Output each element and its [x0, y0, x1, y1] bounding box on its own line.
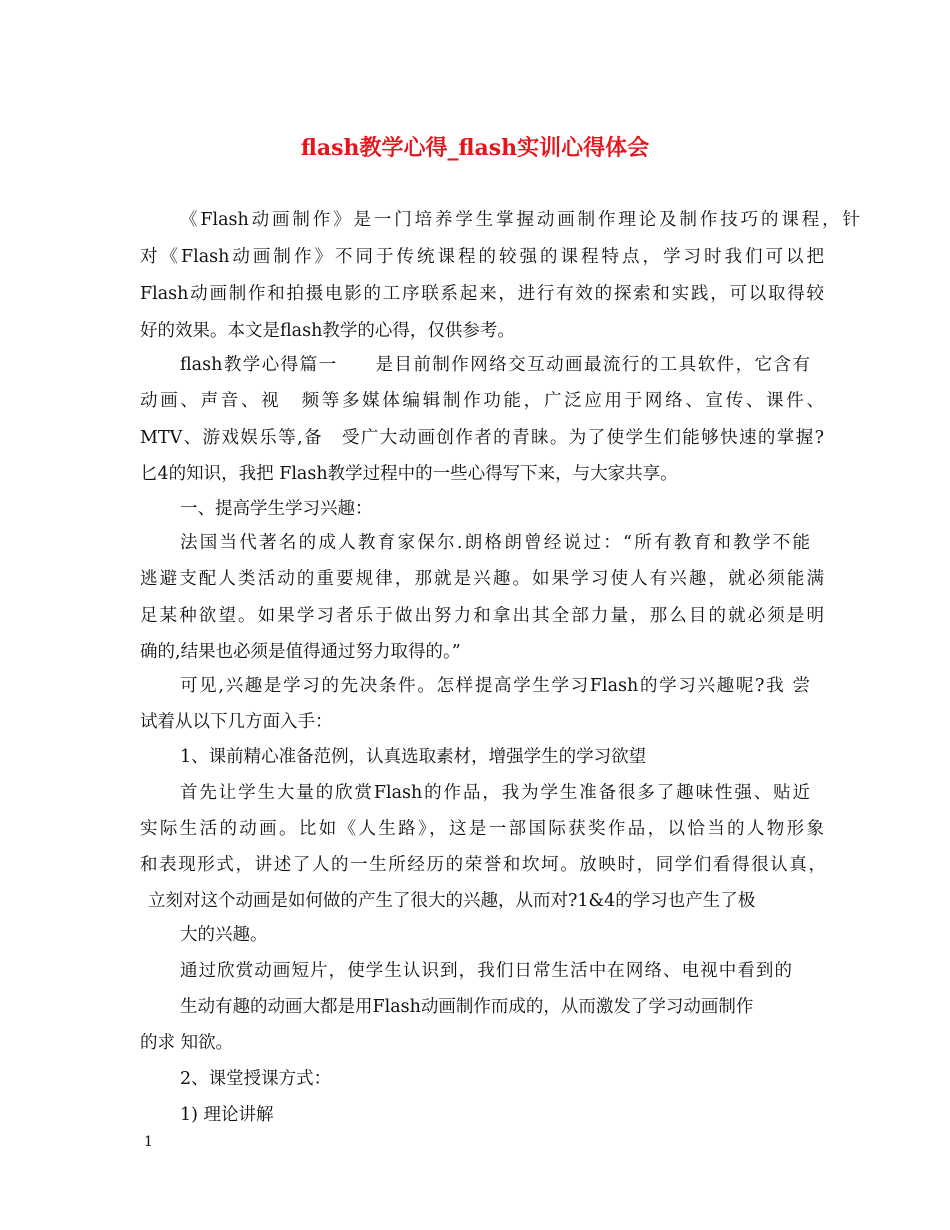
document-title: flash教学心得_flash实训心得体会	[300, 135, 650, 161]
subsection-heading: 1、课前精心准备范例，认真选取素材，增强学生的学习欲望	[180, 747, 647, 767]
paragraph-line: 《Flash动画制作》是一门培养学生掌握动画制作理论及制作技巧的课程，针	[180, 210, 860, 230]
paragraph-line: 好的效果。本文是flash教学的心得，仅供参考。	[140, 321, 515, 341]
paragraph-line: 试着从以下几方面入手：	[140, 712, 333, 732]
paragraph-line: 生动有趣的动画大都是用Flash动画制作而成的，从而激发了学习动画制作	[180, 997, 754, 1017]
subsection-heading: 1) 理论讲解	[180, 1105, 274, 1125]
paragraph-line: 动画、声音、视 频等多媒体编辑制作功能，广泛应用于网络、宣传、课件、	[140, 391, 824, 411]
paragraph-line: Flash动画制作和拍摄电影的工序联系起来，进行有效的探索和实践，可以取得较	[140, 284, 824, 304]
paragraph-line: 通过欣赏动画短片，使学生认识到，我们日常生活中在网络、电视中看到的	[180, 961, 792, 981]
paragraph-line: MTV、游戏娱乐等,备 受广大动画创作者的青睐。为了使学生们能够快速的掌握?	[140, 428, 824, 448]
section-heading: 一、提高学生学习兴趣：	[180, 499, 373, 519]
paragraph-line: 立刻对这个动画是如何做的产生了很大的兴趣，从而对?1&4的学习也产生了极	[148, 891, 756, 911]
page-number: 1	[144, 1134, 153, 1150]
paragraph-line: 可见,兴趣是学习的先决条件。怎样提高学生学习Flash的学习兴趣呢?我 尝	[180, 676, 810, 696]
paragraph-line: 实际生活的动画。比如《人生路》，这是一部国际获奖作品，以恰当的人物形象	[140, 819, 824, 839]
paragraph-line: 首先让学生大量的欣赏Flash的作品，我为学生准备很多了趣味性强、贴近	[180, 783, 810, 803]
paragraph-line: 匕4的知识，我把 Flash教学过程中的一些心得写下来，与大家共享。	[140, 464, 678, 484]
paragraph-line: flash教学心得篇一 是目前制作网络交互动画最流行的工具软件，它含有	[180, 355, 810, 375]
paragraph-line: 确的,结果也必须是值得通过努力取得的。”	[140, 642, 461, 662]
paragraph-line: 的求 知欲。	[140, 1033, 234, 1053]
paragraph-line: 足某种欲望。如果学习者乐于做出努力和拿出其全部力量，那么目的就必须是明	[140, 606, 824, 626]
paragraph-line: 对《Flash动画制作》不同于传统课程的较强的课程特点，学习时我们可以把	[140, 247, 824, 267]
paragraph-line: 逃避支配人类活动的重要规律，那就是兴趣。如果学习使人有兴趣，就必须能满	[140, 569, 824, 589]
paragraph-line: 法国当代著名的成人教育家保尔.朗格朗曾经说过：“所有教育和教学不能	[180, 533, 810, 553]
paragraph-line: 大的兴趣。	[180, 925, 268, 945]
subsection-heading: 2、课堂授课方式：	[180, 1069, 332, 1089]
paragraph-line: 和表现形式，讲述了人的一生所经历的荣誉和坎坷。放映时，同学们看得很认真，	[140, 855, 826, 875]
